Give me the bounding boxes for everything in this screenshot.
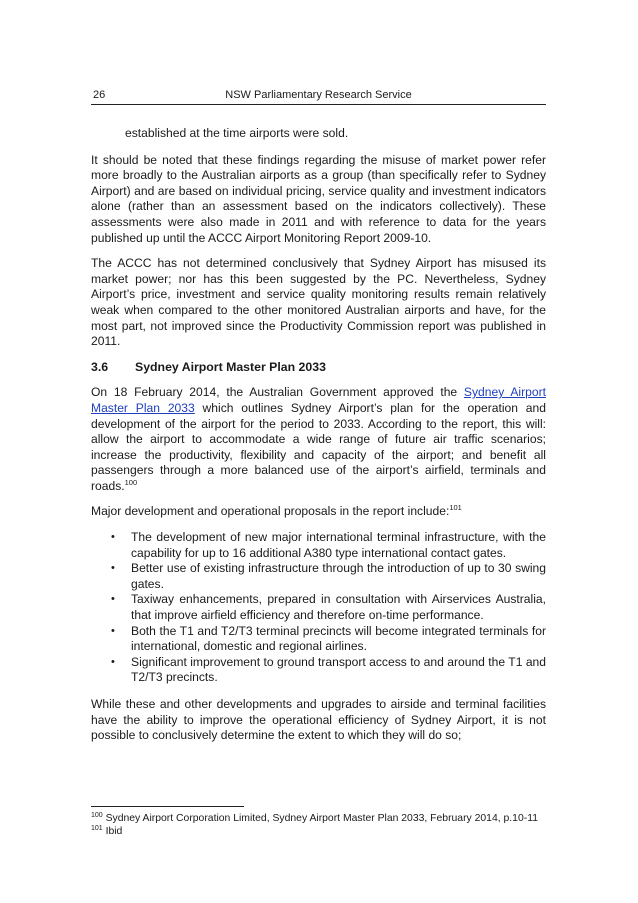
- bullet-icon: •: [111, 655, 115, 668]
- list-item-text: The development of new major international terminal infrastructure, with the capability for up to 16 additional A380 type international contact gates.: [131, 530, 546, 560]
- paragraph-accc: The ACCC has not determined conclusively that Sydney Airport has misused its market power; nor has this been suggested by the PC. Nevertheless, Sydney Airport’s price, investment and service quality monitoring results remain relatively weak when compared to the other monitored Australian airports and have, for the most part, not improved since the Productivity Commission report was published in 2011.: [91, 256, 546, 349]
- list-item: [91, 530, 546, 561]
- running-header: [91, 88, 546, 105]
- footnote-number: 101: [91, 825, 103, 832]
- footnote-separator: [91, 806, 244, 807]
- bullet-icon: •: [111, 624, 115, 637]
- paragraph-conclusion: While these and other developments and upgrades to airside and terminal facilities have the ability to improve the operational efficiency of Sydney Airport, it is not possible to conclusively determine the extent to which they will do so;: [91, 697, 546, 743]
- paragraph-findings: It should be noted that these findings regarding the misuse of market power refer more broadly to the Australian airports as a group (than specifically refer to Sydney Airport) and are based on individual pricing, service quality and investment indicators alone (rather than an assessment based on the indicators collectively). These assessments were also made in 2011 and with reference to data for the years published up until the ACCC Airport Monitoring Report 2009-10.: [91, 152, 546, 245]
- body-text: [91, 126, 546, 754]
- proposals-list: [91, 530, 546, 686]
- footnotes: [91, 806, 546, 838]
- paragraph-proposals-intro: [91, 504, 546, 520]
- footnote-101: [91, 825, 546, 838]
- footnote-100: [91, 812, 546, 825]
- page-number: 26: [93, 89, 106, 101]
- running-title: NSW Parliamentary Research Service: [225, 89, 412, 101]
- section-number: 3.6: [91, 359, 109, 374]
- footnote-text: Sydney Airport Corporation Limited, Sydney Airport Master Plan 2033, February 2014, p.10-11: [105, 813, 538, 824]
- master-plan-text-after: which outlines Sydney Airport’s plan for the operation and development of the airport for the period to 2033. According to the report, this will: allow the airport to accommodate a wide range of future air traffic scenarios; increase the productivity, flexibility and capacity of the airport; and benefit all passengers through a more balanced use of the airport’s airfield, terminals and roads.: [91, 400, 546, 493]
- list-item: [91, 624, 546, 655]
- list-item-text: Better use of existing infrastructure through the introduction of up to 30 swing gates.: [131, 561, 546, 591]
- bullet-icon: •: [111, 593, 115, 606]
- section-title: Sydney Airport Master Plan 2033: [135, 359, 326, 374]
- master-plan-text-before: On 18 February 2014, the Australian Government approved the: [91, 385, 464, 400]
- footnote-ref-100[interactable]: 100: [124, 477, 138, 487]
- list-item: [91, 592, 546, 623]
- footnote-number: 100: [91, 812, 103, 819]
- list-item-text: Significant improvement to ground transport access to and around the T1 and T2/T3 precincts.: [131, 654, 546, 685]
- section-heading: [91, 360, 546, 376]
- list-item-text: Both the T1 and T2/T3 terminal precincts will become integrated terminals for international, domestic and regional airlines.: [131, 623, 546, 654]
- list-item: [91, 655, 546, 686]
- continuation-line: established at the time airports were sold.: [125, 126, 349, 140]
- proposals-intro-text: Major development and operational proposals in the report include:: [91, 504, 450, 519]
- master-plan-link[interactable]: Sydney Airport Master Plan 2033: [91, 385, 546, 415]
- bullet-icon: •: [111, 562, 115, 575]
- bullet-icon: •: [111, 531, 115, 544]
- list-item: [91, 561, 546, 592]
- paragraph-master-plan: [91, 385, 546, 494]
- footnote-text: Ibid: [105, 826, 123, 837]
- list-item-text: Taxiway enhancements, prepared in consultation with Airservices Australia, that improve airfield efficiency and therefore on-time performance.: [131, 592, 546, 623]
- footnote-ref-101[interactable]: 101: [449, 503, 462, 513]
